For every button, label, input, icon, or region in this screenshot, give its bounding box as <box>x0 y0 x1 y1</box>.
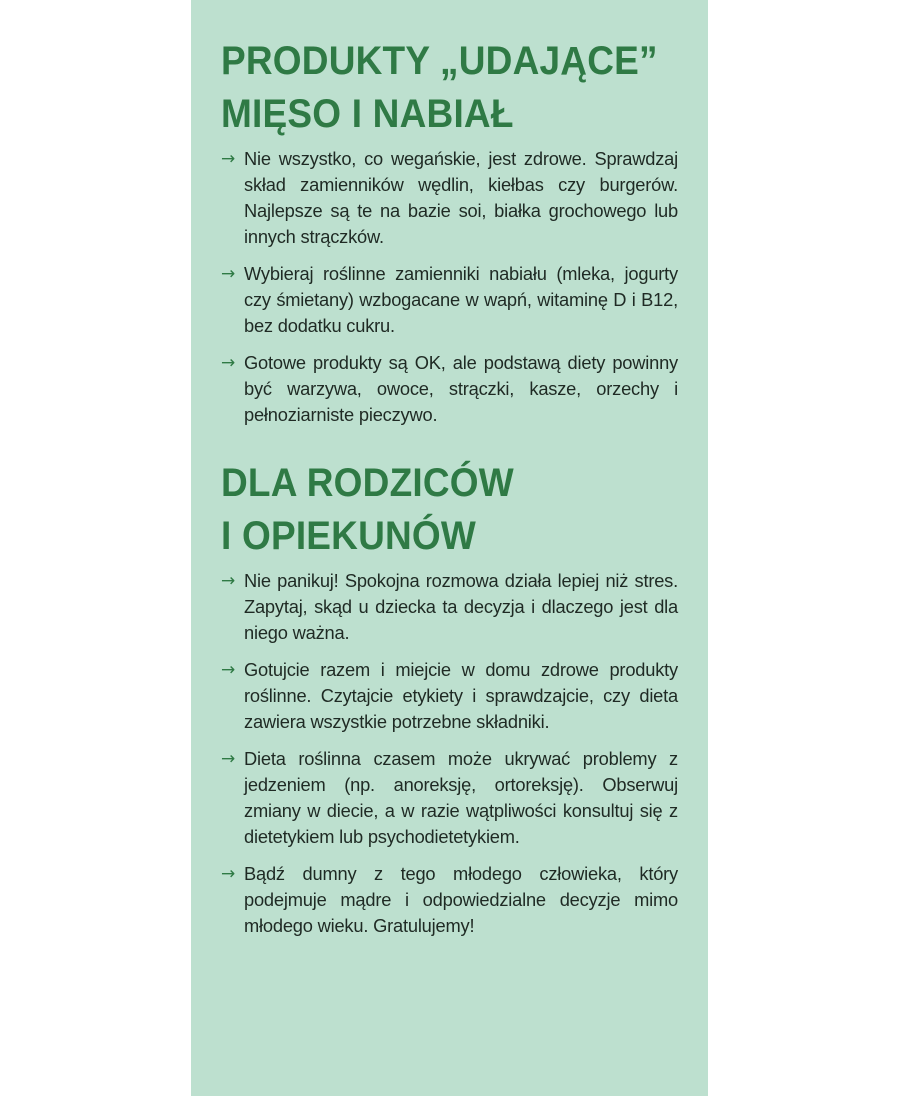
tip-text: Wybieraj roślinne zamienniki nabiału (mleka, jogurty czy śmietany) wzbogacane w wapń, witaminę D i B12, bez dodatku cukru. <box>244 263 678 336</box>
section-heading-plant-based-substitutes <box>221 34 678 140</box>
arrow-right-icon: → <box>221 264 236 284</box>
tip-text: Nie wszystko, co wegańskie, jest zdrowe. Sprawdzaj skład zamienników wędlin, kiełbas czy burgerów. Najlepsze są te na bazie soi, białka grochowego lub innych strączków. <box>244 148 678 247</box>
tip-text: Gotowe produkty są OK, ale podstawą diety powinny być warzywa, owoce, strączki, kasze, orzechy i pełnoziarniste pieczywo. <box>244 352 678 425</box>
section-heading-parents <box>221 456 678 562</box>
list-item <box>221 568 678 646</box>
heading-line: DLA RODZICÓW <box>221 460 514 505</box>
tip-text: Nie panikuj! Spokojna rozmowa działa lepiej niż stres. Zapytaj, skąd u dziecka ta decyzja i dlaczego jest dla niego ważna. <box>244 570 678 643</box>
arrow-right-icon: → <box>221 864 236 884</box>
arrow-right-icon: → <box>221 571 236 591</box>
arrow-right-icon: → <box>221 749 236 769</box>
list-item <box>221 350 678 428</box>
arrow-right-icon: → <box>221 660 236 680</box>
tip-text: Gotujcie razem i miejcie w domu zdrowe produkty roślinne. Czytajcie etykiety i sprawdzajcie, czy dieta zawiera wszystkie potrzebne składniki. <box>244 659 678 732</box>
tip-text: Dieta roślinna czasem może ukrywać problemy z jedzeniem (np. anoreksję, ortoreksję). Obserwuj zmiany w diecie, a w razie wątpliwości konsultuj się z dietetykiem lub psychodietetykiem. <box>244 748 678 847</box>
parents-tips-list <box>221 568 678 939</box>
list-item <box>221 146 678 250</box>
arrow-right-icon: → <box>221 149 236 169</box>
tip-text: Bądź dumny z tego młodego człowieka, który podejmuje mądre i odpowiedzialne decyzje mimo młodego wieku. Gratulujemy! <box>244 863 678 936</box>
arrow-right-icon: → <box>221 353 236 373</box>
list-item <box>221 261 678 339</box>
heading-line: PRODUKTY „UDAJĄCE” <box>221 38 658 83</box>
substitutes-tips-list <box>221 146 678 428</box>
heading-line: I OPIEKUNÓW <box>221 513 477 558</box>
heading-line: MIĘSO I NABIAŁ <box>221 91 514 136</box>
list-item <box>221 746 678 850</box>
list-item <box>221 657 678 735</box>
list-item <box>221 861 678 939</box>
leaflet-panel <box>191 0 708 1096</box>
